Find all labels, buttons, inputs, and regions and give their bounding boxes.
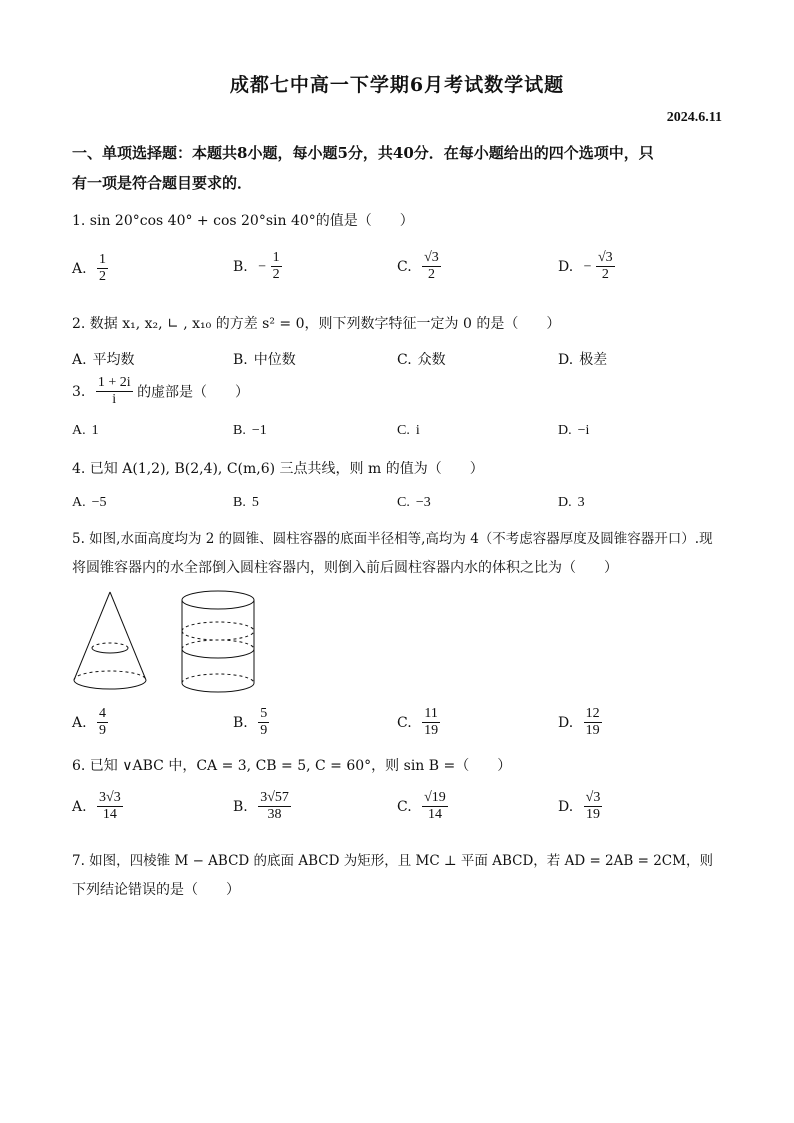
q6-option-a: A. $\frac{3√3}{14}$: [72, 790, 121, 822]
question-6-stem: 6. 已知 ∨ABC 中，CA = 3, CB = 5, C = 60°，则 sin B =（ ）: [72, 758, 512, 774]
q6-option-d: D. $\frac{√3}{19}$: [558, 790, 601, 822]
q3-option-d: D. −i: [558, 423, 590, 439]
question-4-stem: 4. 已知 A(1,2), B(2,4), C(m,6) 三点共线，则 m 的值为（ ）: [72, 461, 484, 477]
q2-option-c: C. 众数: [397, 352, 446, 368]
q5-option-b: B. $\frac{5}{9}$: [233, 706, 268, 738]
q5-option-d: D. $\frac{12}{19}$: [558, 706, 600, 738]
page-title: 成都七中高一下学期6月考试数学试题: [229, 74, 565, 96]
question-3-stem: 3. $\frac{1 + 2i}{i}$ 的虚部是（ ）: [72, 375, 250, 407]
q1-option-a: A. $\frac{1}{2}$: [72, 252, 107, 284]
q4-option-d: D. 3: [558, 495, 585, 511]
q6-option-b: B. $\frac{3√57}{38}$: [233, 790, 289, 822]
q3-option-c: C. i: [397, 423, 420, 439]
q1-option-d: D. − $\frac{√3}{2}$: [558, 250, 613, 282]
question-7-stem-line1: 7. 如图，四棱锥 M − ABCD 的底面 ABCD 为矩形，且 MC ⊥ 平面 ABCD，若 AD = 2AB = 2CM，则: [72, 853, 713, 869]
q5-option-c: C. $\frac{11}{19}$: [397, 706, 439, 738]
q3-option-b: B. −1: [233, 423, 267, 439]
q4-option-b: B. 5: [233, 495, 259, 511]
q3-option-a: A. 1: [72, 423, 99, 439]
question-5-stem-line1: 5. 如图,水面高度均为 2 的圆锥、圆柱容器的底面半径相等,高均为 4（不考虑容器厚度及圆锥容器开口）.现: [72, 531, 713, 547]
question-7-stem-line2: 下列结论错误的是（ ）: [72, 882, 240, 898]
q4-option-c: C. −3: [397, 495, 431, 511]
q6-option-c: C. $\frac{√19}{14}$: [397, 790, 446, 822]
q2-option-d: D. 极差: [558, 352, 608, 368]
question-2-stem: 2. 数据 x₁, x₂, ∟ , x₁₀ 的方差 s² = 0，则下列数字特征一定为 0 的是（ ）: [72, 316, 561, 332]
question-5-stem-line2: 将圆锥容器内的水全部倒入圆柱容器内，则倒入前后圆柱容器内水的体积之比为（ ）: [72, 560, 618, 576]
question-1-stem: 1. sin 20°cos 40° + cos 20°sin 40°的值是（ ）: [72, 213, 414, 229]
q5-option-a: A. $\frac{4}{9}$: [72, 706, 107, 738]
q1-option-b: B. − $\frac{1}{2}$: [233, 250, 280, 282]
exam-date: 2024.6.11: [666, 110, 722, 125]
cone-figure: [74, 592, 146, 689]
q4-option-a: A. −5: [72, 495, 107, 511]
q2-option-a: A. 平均数: [72, 352, 135, 368]
cylinder-figure: [182, 591, 254, 692]
cone-cylinder-figure: [66, 586, 266, 696]
section-heading-line2: 有一项是符合题目要求的．: [72, 174, 253, 192]
q2-option-b: B. 中位数: [233, 352, 296, 368]
section-heading-line1: 一、单项选择题：本题共8小题，每小题5分，共40分．在每小题给出的四个选项中，只: [72, 144, 654, 162]
q1-option-c: C. $\frac{√3}{2}$: [397, 250, 439, 282]
